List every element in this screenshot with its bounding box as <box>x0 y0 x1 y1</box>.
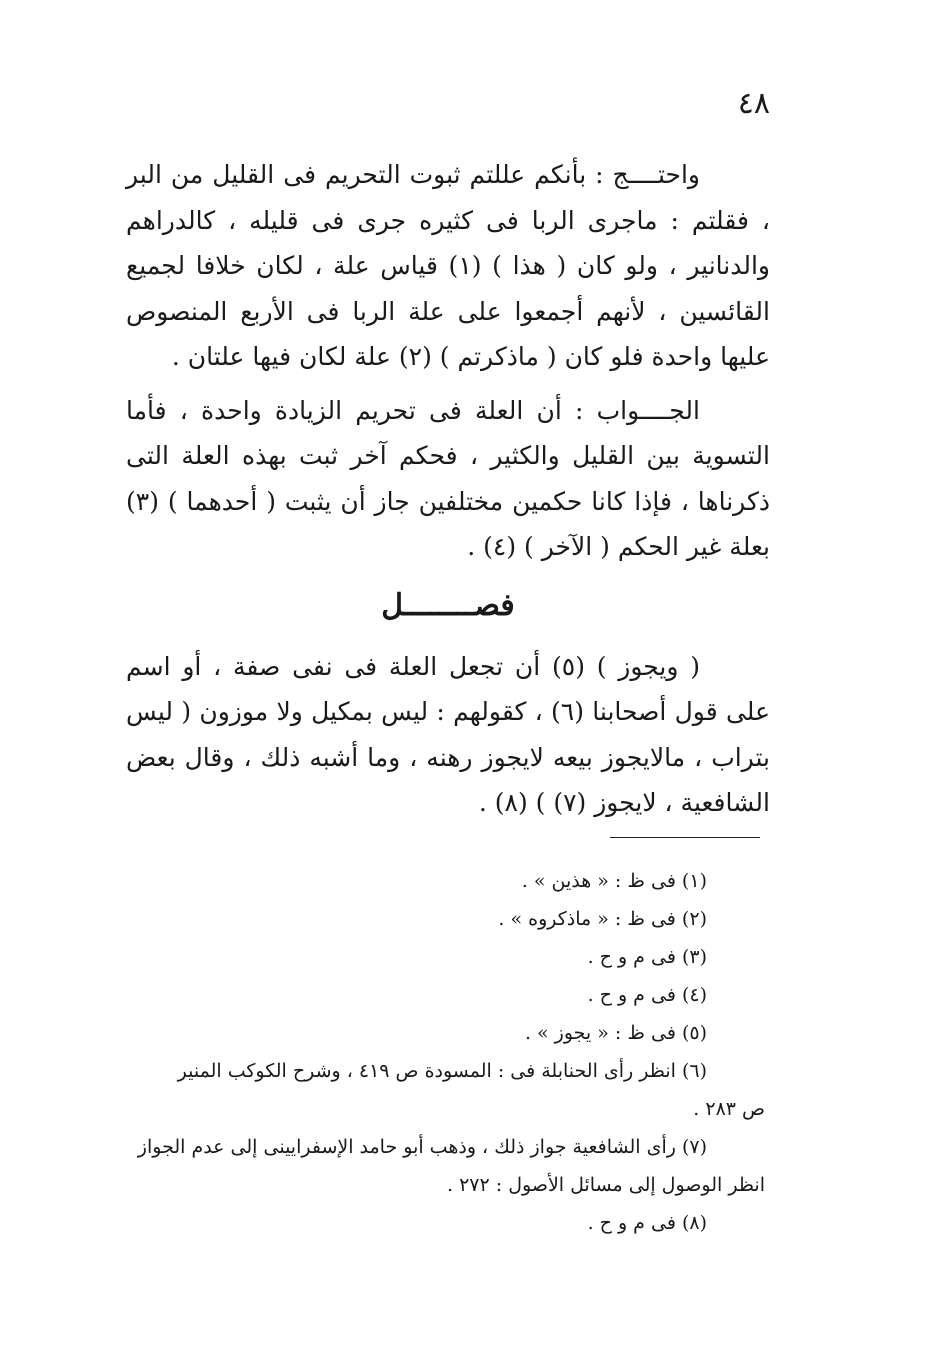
text-line: ولو كان ( هذا ) (١) قياس علة ، لكان خلافا لجميع القائسين ، <box>126 251 770 326</box>
footnote-1: (١) فى ظ : « هذين » . <box>521 870 707 892</box>
text-line: واحتــــج : بأنكم عللتم ثبوت التحريم فى القليل من البر ، <box>126 160 770 235</box>
text-line: حكمين مختلفين جاز أن يثبت ( أحدهما ) (٣) بعلة غير الحكم <box>126 486 770 561</box>
paragraph-answer <box>126 388 770 570</box>
text-line: ( ويجوز ) (٥) أن تجعل العلة فى نفى صفة ، أو اسم على قول <box>126 651 770 726</box>
footnote-2: (٢) فى ظ : « ماذكروه » . <box>498 908 707 930</box>
text-line: لأنهم أجمعوا على علة الربا فى الأربع المنصوص عليها واحدة فلو كان <box>126 296 770 371</box>
paragraph-objection <box>126 152 770 380</box>
footnote-4: (٤) فى م و ح . <box>587 984 707 1006</box>
section-heading <box>126 584 770 628</box>
main-text <box>126 152 770 826</box>
text-line: ( الآخر ) (٤) . <box>467 532 610 561</box>
section-heading-text: فصــــــــل <box>381 587 515 623</box>
page-number: ٤٨ <box>737 86 770 121</box>
footnote-3: (٣) فى م و ح . <box>587 946 707 968</box>
footnote-5: (٥) فى ظ : « يجوز » . <box>524 1022 707 1044</box>
text-line: ( ماذكرتم ) (٢) علة لكان فيها علتان . <box>171 342 557 371</box>
footnote-7-continuation: انظر الوصول إلى مسائل الأصول : ٢٧٢ . <box>447 1174 765 1196</box>
text-line: لايجوز (٧) ) (٨) . <box>478 788 657 817</box>
text-line: الجــــواب : أن العلة فى تحريم الزيادة واحدة ، فأما التسوية بين <box>126 395 770 470</box>
text-line: فقلتم : ماجرى الربا فى كثيره جرى فى قليله ، كالدراهم والدنانير ، <box>126 205 770 280</box>
footnote-7: (٧) رأى الشافعية جواز ذلك ، وذهب أبو حامد الإسفرايينى إلى عدم الجواز <box>137 1136 707 1158</box>
text-line: القليل والكثير ، فحكم آخر ثبت بهذه العلة التى ذكرناها ، فإذا كانا <box>126 441 771 516</box>
text-line: مالايجوز بيعه لايجوز رهنه ، وما أشبه ذلك ، وقال بعض الشافعية ، <box>126 742 770 817</box>
text-line: أصحابنا (٦) ، كقولهم : ليس بمكيل ولا موزون ( ليس بتراب ، <box>126 697 770 772</box>
footnotes <box>110 862 765 1242</box>
footnote-6-continuation: ص ٢٨٣ . <box>693 1098 765 1120</box>
footnote-8: (٨) فى م و ح . <box>587 1212 707 1234</box>
footnote-6: (٦) انظر رأى الحنابلة فى : المسودة ص ٤١٩ ، وشرح الكوكب المنير <box>177 1060 707 1082</box>
footnote-divider <box>610 837 760 838</box>
paragraph-section <box>126 644 770 826</box>
